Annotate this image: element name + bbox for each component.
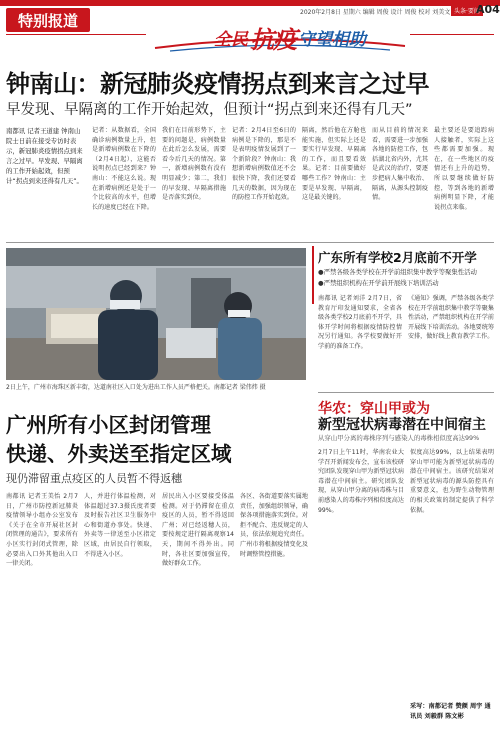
header-top-bar [0,0,500,6]
header-rule-right [410,34,494,35]
story3-col1: 南都讯 记者刘洋 2月7日，省教育厅印发通知要求，全省各级各类学校2月底前不开学，具体开学时间将根据疫情防控情况另行通知。各学校要做好开学前的准备工作。 [318,295,402,350]
story3-bullet2: ●严禁组织机构在开学前开展线下培训活动 [318,279,439,287]
section-tag: 特别报道 [6,8,90,32]
story3-bottom-rule [318,392,494,393]
story2-col4: 各区、各街道要落实属地责任，加强组织领导，确保各项措施落实到位。对拒不配合、违反规定的人员，依法依规追究责任。广州市将根据疫情变化及时调整管控措施。 [240,493,308,558]
story1-bottom-rule [6,242,494,243]
story4-subheadline: 从穿山甲分离的毒株序列与感染人的毒株相似度高达99% [318,434,480,442]
banner-mid: 抗疫 [250,25,296,54]
banner [180,22,400,52]
story2-col2: 人，并进行体温检测，对体温超过37.3摄氏度者要及时报告社区卫生服务中心和街道办事处。快递、外卖等一律送至小区指定区域，由居民自行领取，不得进入小区。 [84,493,156,558]
date-line: 2020年2月8日 星期六 编辑 周俊 设计 周俊 校对 刘美文 [300,9,451,16]
story3-accent-bar [312,246,314,304]
page-number: A04 [476,3,500,16]
story2-subheadline: 现仍滞留重点疫区的人员暂不得返穗 [6,472,182,485]
story1-subheadline: 早发现、早隔离的工作开始起效，但预计“拐点到来还得有几天” [6,102,413,118]
story1-col2: 我们在目前形势下，主要的问题是，病例数量在此后怎么发展，需要看今后几天的情况。第一，新增病例数有没有明显减少；第二，我们的早发现、早隔离措施是否落实到位。 [162,127,226,202]
story1-col1: 记者：从数据看，全国确诊病例数量上升，但是新增病例数在下降的（2月4日起），这能否说明拐点已经到来？钟南山：不能这么说。现在新增病例还是处于一个比较高的水平，但增长的速度已经在下降。 [92,127,156,211]
story1-lead: 南都讯 记者王道建 钟南山院士日前在接受专访时表示，新冠肺炎疫情拐点到来言之过早。早发现、早隔离的工作开始起效，但预计“拐点到来还得有几天”。 [6,127,83,185]
story2-col3: 居民出入小区要接受体温检测。对于仍滞留在重点疫区的人员，暂不得返回广州；对已经返穗人员，要按规定进行隔离观察14天，期间不得外出。同时，各社区要加强宣传，做好群众工作。 [162,493,234,568]
story2-headline-line2: 快递、外卖送至指定区域 [6,442,232,466]
story2-col1: 南都讯 记者王美怡 2月7日，广州市防控新冠肺炎疫情领导小组办公室发布《关于在全市开展社区封闭管理的通告》，要求所有小区实行封闭式管理，除必要出入口外其他出入口一律关闭。 [6,493,78,568]
story3-headline: 广东所有学校2月底前不开学 [318,250,477,265]
story3-col2: 《通知》强调，严禁各级各类学校在开学前组织集中教学等聚集性活动，严禁组织机构在开学前开展线下培训活动。各地要统筹安排，做好线上教育教学工作。 [408,295,494,341]
banner-left: 全民 [214,29,248,50]
banner-right: 守望相助 [298,29,366,50]
photo-caption: 2日上午，广州市海珠区新丰街，达道南社区入口处为进出工作人员严格把关。南都记者 梁伟炜 摄 [6,384,266,391]
story4-headline-line2: 新型冠状病毒潜在中间宿主 [318,417,486,433]
story4-credit: 采写：南都记者 赞颜 周宇 通讯员 刘毅群 陈文彬 [410,703,491,720]
story3-bullet1: ●严禁各级各类学校在开学前组织集中教学等聚集性活动 [318,268,477,276]
photo-illustration [6,248,306,380]
story1-col3: 记者：2月4日至6日的病例是下降的，那是不是表明疫情发展到了一个新阶段？钟南山：我想新增病例数值还不会很快下降，我们还要看几天的数据，因为现在的防控工作开始起效。 [232,127,296,202]
story1-headline: 钟南山：新冠肺炎疫情拐点到来言之过早 [6,70,429,98]
story1-col6: 最主要还是要追踪病人接触者，实际上这些都需要加强。现在，在一些地区的疫情还有上升的趋势，所以要继续做好防控，等到各地的新增病例明显下降，才能说拐点来临。 [434,127,494,211]
story4-col2: 似度高达99%，以上结果表明穿山甲可能为新型冠状病毒的潜在中间宿主。该研究结果对新型冠状病毒的源头防控具有重要意义，也为野生动物管理的相关政策的制定提供了科学依据。 [410,449,494,514]
story2-headline-line1: 广州所有小区封闭管理 [6,413,211,437]
news-photo [6,248,306,380]
story4-headline-line1: 华农：穿山甲或为 [318,401,430,417]
story1-col5: 而从目前的情况来看，需要进一步加强各地的防控工作，包括湖北省内外，尤其是武汉的治疗，要逐步把病人集中收治、隔离，从源头控制疫情。 [372,127,428,202]
header-badge: 头条·要闻 [451,5,483,16]
story1-col4: 隔离，然后他在方舱也能实施，但实际上还是要实行早发现、早隔离的工作，而且要看效果。记者：目前要做好哪些工作？钟南山：主要是早发现、早隔离，这是最关键的。 [302,127,366,202]
story4-col1: 2月7日上午11时，华南农业大学召开新闻发布会，宣布该校研究团队发现穿山甲为新型冠状病毒潜在中间宿主。研究团队发现，从穿山甲分离的病毒株与目前感染人的毒株序列相似度高达99%。 [318,449,404,514]
header-rule-left [6,34,146,35]
